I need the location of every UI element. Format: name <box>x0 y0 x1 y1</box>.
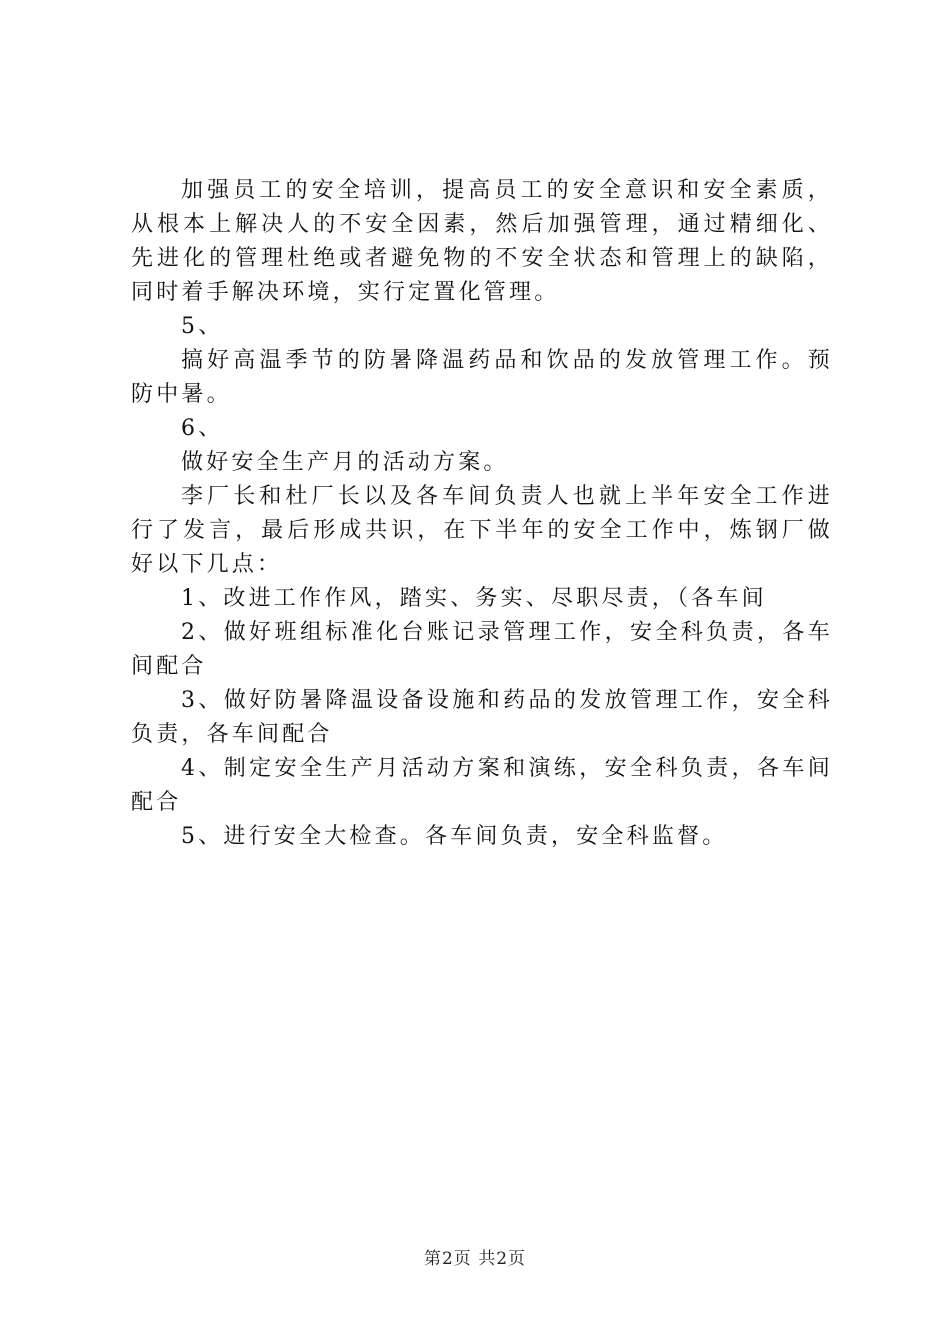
list-item-5: 5、进行安全大检查。各车间负责，安全科监督。 <box>181 824 728 849</box>
document-body <box>131 174 833 854</box>
paragraph-meeting-summary: 李厂长和杜厂长以及各车间负责人也就上半年安全工作进行了发言，最后形成共识，在下半年的安全工作中，炼钢厂做好以下几点： <box>131 484 833 577</box>
list-item-1: 1、改进工作作风，踏实、务实、尽职尽责，（各车间 <box>181 586 767 611</box>
list-item-3: 3、做好防暑降温设备设施和药品的发放管理工作，安全科负责，各车间配合 <box>131 688 833 747</box>
paragraph-heat-prevention: 搞好高温季节的防暑降温药品和饮品的发放管理工作。预防中暑。 <box>131 348 833 407</box>
list-item-4: 4、制定安全生产月活动方案和演练，安全科负责，各车间配合 <box>131 756 833 815</box>
paragraph-safety-month-plan: 做好安全生产月的活动方案。 <box>181 450 509 475</box>
item-number-6: 6、 <box>181 416 224 441</box>
item-number-5: 5、 <box>181 314 224 339</box>
list-item-2: 2、做好班组标准化台账记录管理工作，安全科负责，各车间配合 <box>131 620 833 679</box>
page-number-footer: 第2页 共2页 <box>423 1249 527 1269</box>
paragraph-safety-training: 加强员工的安全培训，提高员工的安全意识和安全素质，从根本上解决人的不安全因素，然后加强管理，通过精细化、先进化的管理杜绝或者避免物的不安全状态和管理上的缺陷，同时着手解决环境，实行定置化管理。 <box>131 178 833 305</box>
